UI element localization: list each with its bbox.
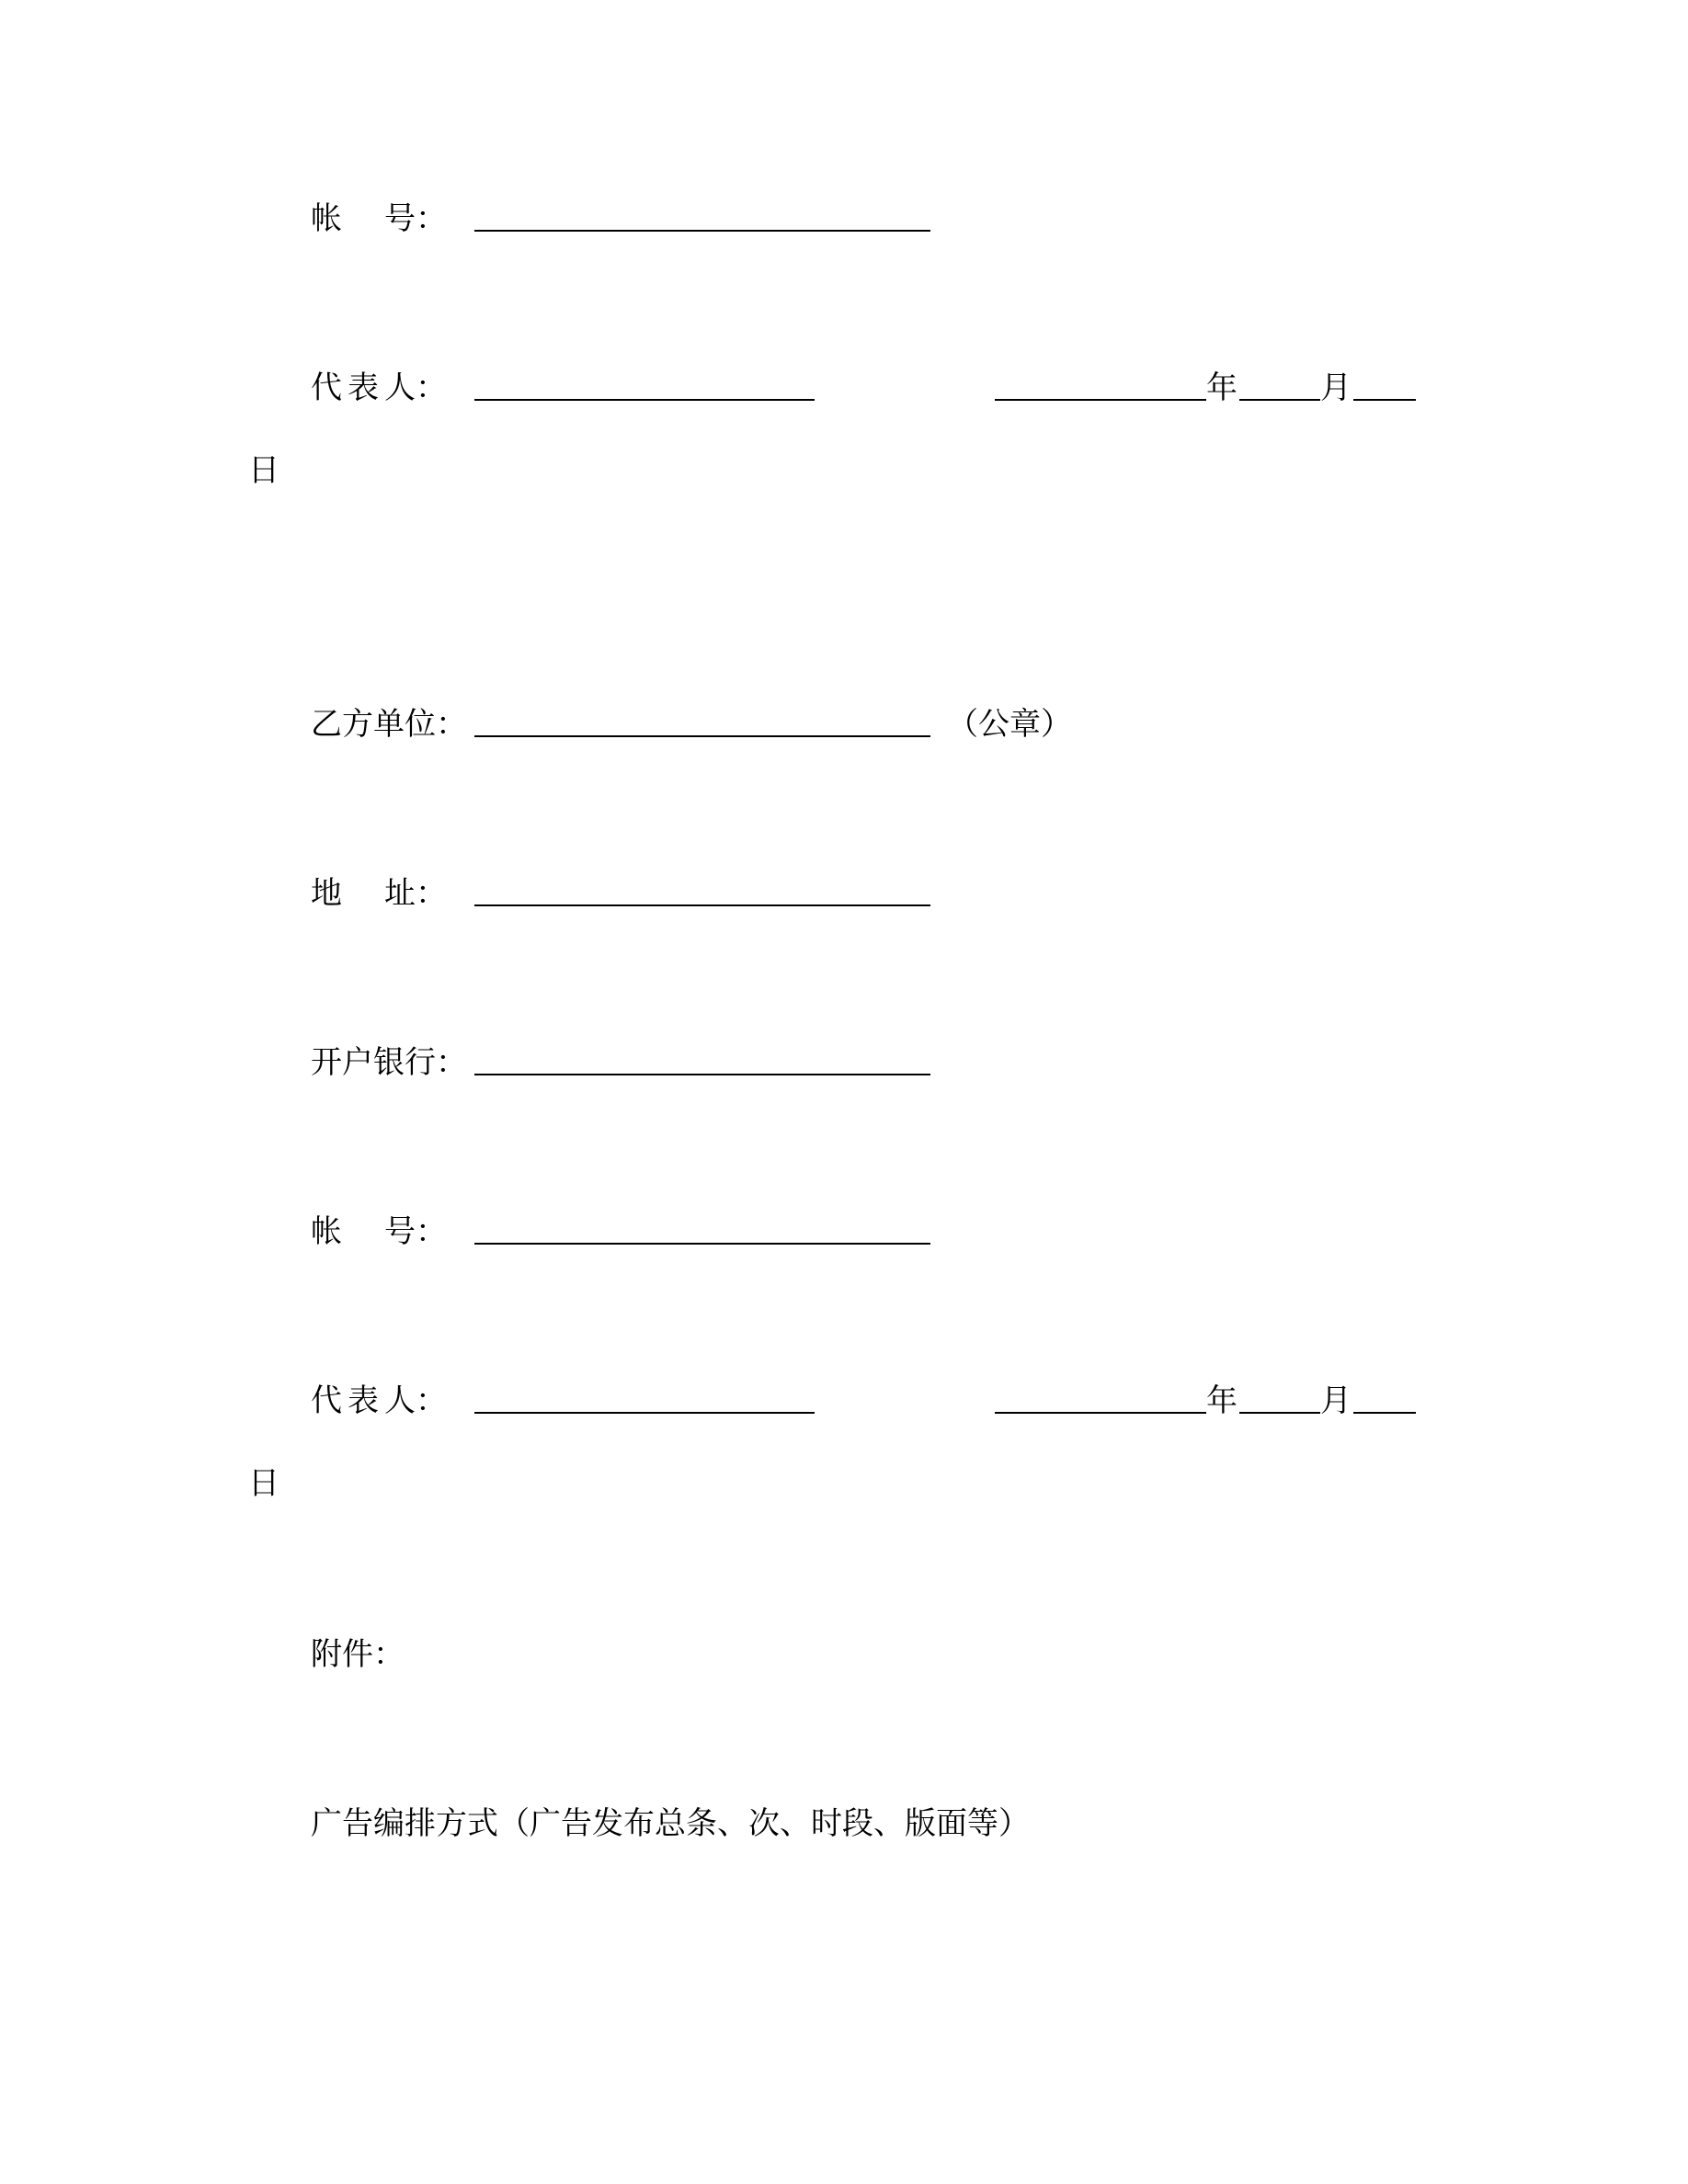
- party-b-address-blank[interactable]: [474, 904, 930, 906]
- attachment-layout-text: 广告编排方式（广告发布总条、次、时段、版面等）: [311, 1805, 1030, 1842]
- label-char: 址：: [384, 875, 447, 912]
- label-char: 号：: [384, 1213, 447, 1250]
- party-b-unit-blank[interactable]: [474, 735, 930, 737]
- party-b-rep-blank[interactable]: [474, 1412, 815, 1414]
- party-b-account-blank[interactable]: [474, 1243, 930, 1245]
- party-a-year-label: 年: [1206, 370, 1237, 406]
- party-b-seal-label: （公章）: [947, 706, 1072, 743]
- party-b-address-label: [311, 875, 447, 912]
- party-a-month-label: 月: [1320, 370, 1352, 406]
- party-b-rep-label: [311, 1382, 447, 1419]
- party-b-month-label: 月: [1320, 1382, 1352, 1419]
- party-a-rep-blank[interactable]: [474, 399, 815, 401]
- party-b-account-label: [311, 1213, 447, 1250]
- party-a-day-blank[interactable]: [1353, 399, 1416, 401]
- party-a-year-blank[interactable]: [995, 399, 1206, 401]
- label-char: 表: [348, 370, 379, 406]
- party-a-rep-label: [311, 370, 447, 406]
- label-char: 表: [348, 1382, 379, 1419]
- party-b-year-label: 年: [1206, 1382, 1237, 1419]
- attachment-title: 附件：: [311, 1636, 405, 1673]
- label-char: 代: [311, 1382, 342, 1419]
- label-char: 帐: [311, 1213, 342, 1250]
- label-char: 人：: [384, 1382, 447, 1419]
- party-b-day-blank[interactable]: [1353, 1412, 1416, 1414]
- party-b-bank-blank[interactable]: [474, 1074, 930, 1075]
- label-char: 号：: [384, 200, 447, 237]
- party-a-day-label: 日: [248, 452, 279, 489]
- party-b-month-blank[interactable]: [1239, 1412, 1320, 1414]
- party-b-day-label: 日: [248, 1465, 279, 1502]
- label-char: 地: [311, 875, 342, 912]
- party-a-account-blank[interactable]: [474, 230, 930, 232]
- party-b-year-blank[interactable]: [995, 1412, 1206, 1414]
- party-b-unit-label: 乙方单位：: [311, 706, 467, 743]
- label-char: 人：: [384, 370, 447, 406]
- party-b-bank-label: 开户银行：: [311, 1044, 467, 1081]
- party-a-month-blank[interactable]: [1239, 399, 1320, 401]
- party-a-account-label: [311, 200, 447, 237]
- label-char: 代: [311, 370, 342, 406]
- label-char: 帐: [311, 200, 342, 237]
